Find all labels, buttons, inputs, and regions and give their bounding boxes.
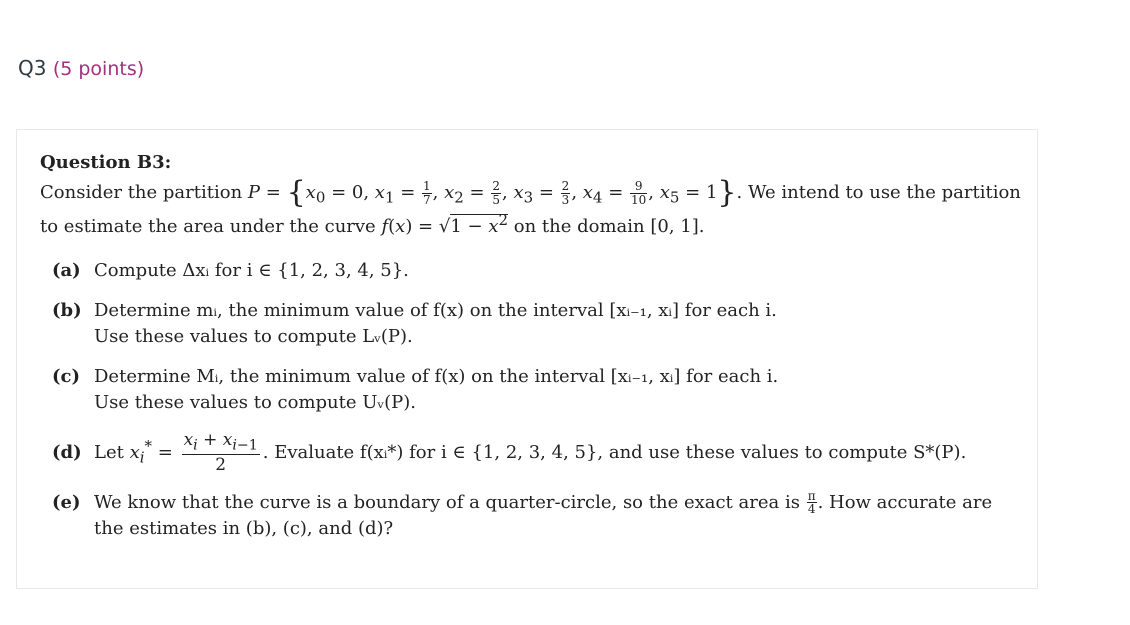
question-header	[18, 56, 144, 80]
part-label: (c)	[52, 365, 80, 387]
part-text: . Evaluate f(xᵢ*) for i ∈ {1, 2, 3, 4, 5}, and use these values to compute S*(P).	[262, 441, 967, 463]
midpoint-fraction: $\frac{x_i + x_{i-1}}{2}$	[183, 430, 258, 476]
partition-formula: P	[247, 182, 261, 204]
frac-2-5: $\frac{2}{5}$	[492, 179, 500, 207]
part-text: Compute Δxᵢ for i ∈ {1, 2, 3, 4, 5}.	[94, 259, 409, 281]
part-c	[52, 364, 1030, 416]
intro-text-2: . We intend to use the partition to estimate the area under the curve	[40, 182, 1021, 237]
intro-text-1: Consider the partition	[40, 182, 243, 204]
part-label: (e)	[52, 491, 81, 513]
part-text-line1: We know that the curve is a boundary of a quarter-circle, so the exact area is	[94, 491, 800, 513]
question-points: (5 points)	[52, 58, 145, 80]
frac-pi-4: $\frac{\pi}{4}$	[807, 488, 816, 517]
part-text-line2: the estimates in (b), (c), and (d)?	[94, 518, 394, 540]
part-b	[52, 298, 1030, 350]
part-text-line2: Use these values to compute Uᵥ(P).	[94, 392, 416, 413]
frac-1-7: $\frac{1}{7}$	[423, 179, 431, 207]
curve-formula: f	[381, 215, 389, 237]
part-d: (d) Let $x_i^*$ = $\frac{x_i + x_{i-1}}{2}$ . Evaluate f(xᵢ*) for i ∈ {1, 2, 3, 4, 5}, and use these values to compute S*(P).	[52, 430, 967, 476]
part-label: (d)	[52, 441, 82, 463]
question-content	[40, 150, 1030, 556]
part-text-line2: Use these values to compute Lᵥ(P).	[94, 325, 413, 347]
question-number: Q3	[18, 56, 47, 80]
intro-text-3: on the domain [0, 1].	[513, 215, 705, 237]
question-title: Question B3:	[40, 152, 172, 173]
frac-2-3: $\frac{2}{3}$	[561, 179, 570, 207]
part-text-line1: Determine mᵢ, the minimum value of f(x) on the interval [xᵢ₋₁, xᵢ] for each i.	[94, 299, 777, 321]
part-text-line1-end: . How accurate are	[817, 491, 993, 513]
question-intro: Consider the partition $P = \{x_0 = 0$, $x_1$ = $\frac{1}{7}$ , $x_2$ = $\frac{2}{5}$ , $x_3$ = $\frac{2}{3}$ , $x_4$ = $\frac{9}{10}$ , $x_5 = 1$}. We intend to use the partition to estimate the area under the curve $f(x) = √1 - x^2$ on the domain [0, 1].	[40, 175, 1021, 237]
brace-open: {	[286, 175, 306, 211]
brace-close: }	[717, 175, 737, 211]
midpoint-formula: x	[129, 441, 140, 463]
frac-9-10: $\frac{9}{10}$	[631, 179, 647, 207]
question-parts-list	[52, 258, 1030, 543]
part-label: (b)	[52, 299, 82, 321]
part-e	[52, 490, 1030, 542]
part-label: (a)	[52, 259, 81, 281]
part-text-line1: Determine Mᵢ, the minimum value of f(x) on the interval [xᵢ₋₁, xᵢ] for each i.	[94, 365, 779, 387]
part-a	[52, 258, 1030, 284]
